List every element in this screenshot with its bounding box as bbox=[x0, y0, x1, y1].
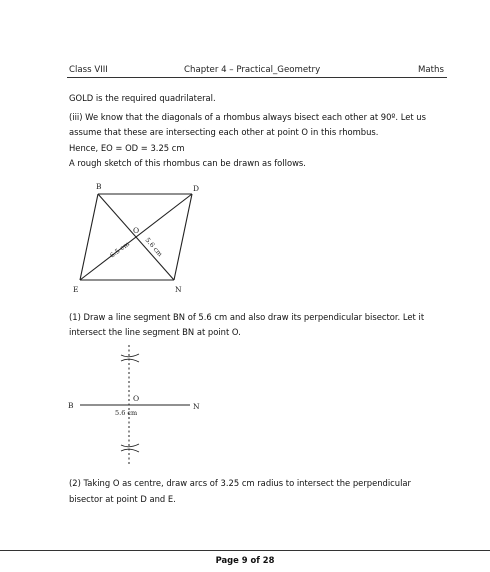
page-number: Page 9 of 28 bbox=[215, 555, 275, 565]
arc-top-2 bbox=[121, 359, 139, 362]
header-subject: Maths bbox=[418, 65, 444, 75]
fig2-label-n: N bbox=[193, 402, 200, 411]
fig1-label-d: D bbox=[193, 184, 200, 193]
arc-top-1 bbox=[121, 354, 139, 357]
fig1-label-o: O bbox=[133, 226, 140, 235]
text-step2-line2: bisector at point D and E. bbox=[69, 494, 176, 504]
text-step1-line1: (1) Draw a line segment BN of 5.6 cm and also draw its perpendicular bisector. Let it bbox=[69, 312, 425, 322]
text-step1-line2: intersect the line segment BN at point O. bbox=[69, 327, 241, 337]
header-chapter: Chapter 4 – Practical_Geometry bbox=[184, 65, 321, 75]
text-required-quadrilateral: GOLD is the required quadrilateral. bbox=[69, 93, 216, 103]
text-step2-line1: (2) Taking O as centre, draw arcs of 3.25 cm radius to intersect the perpendicular bbox=[69, 478, 411, 488]
fig1-label-b: B bbox=[96, 182, 102, 191]
fig1-label-e: E bbox=[73, 285, 79, 294]
text-hence: Hence, EO = OD = 3.25 cm bbox=[69, 143, 185, 153]
fig1-label-6-5cm: 6.5 cm bbox=[108, 239, 131, 260]
header-class: Class VIII bbox=[69, 65, 108, 75]
text-para-iii-line2: assume that these are intersecting each other at point O in this rhombus. bbox=[69, 127, 379, 137]
fig1-label-n: N bbox=[175, 285, 182, 294]
text-para-iii-line1: (iii) We know that the diagonals of a rhombus always bisect each other at 90º. Let us bbox=[69, 112, 426, 122]
fig2-label-5-6cm: 5.6 cm bbox=[115, 409, 138, 417]
text-sketch-note: A rough sketch of this rhombus can be drawn as follows. bbox=[69, 158, 306, 168]
fig1-label-5-6cm: 5.6 cm bbox=[143, 236, 165, 259]
arc-bottom-2 bbox=[121, 449, 139, 452]
fig2-label-b: B bbox=[68, 401, 74, 410]
fig2-label-o: O bbox=[133, 394, 140, 403]
arc-bottom-1 bbox=[121, 444, 139, 447]
footer-divider bbox=[0, 550, 490, 551]
